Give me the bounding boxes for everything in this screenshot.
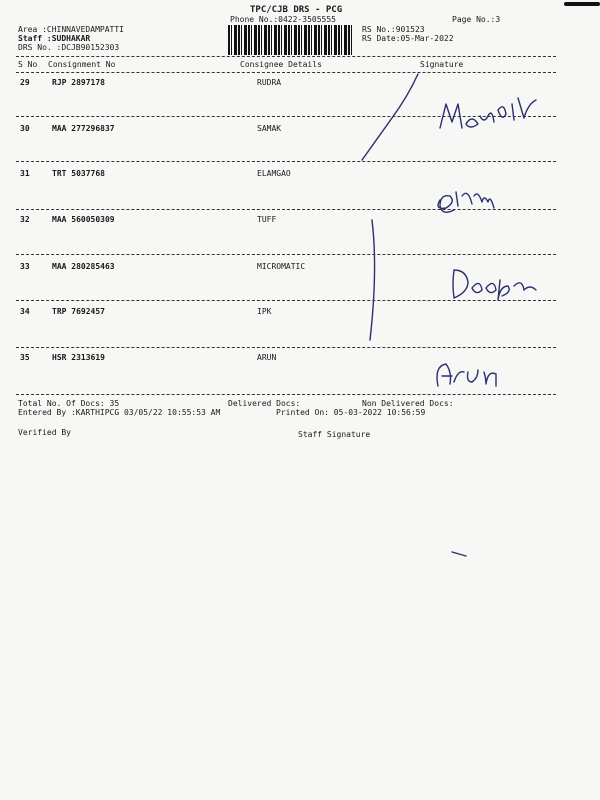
row-sno: 34 (20, 307, 30, 316)
signature-stroke (440, 104, 462, 128)
printed-on: Printed On: 05-03-2022 10:56:59 (276, 408, 426, 417)
row-consignee: ELAMGAO (257, 169, 291, 178)
signature-stroke (472, 280, 536, 300)
row-sno: 32 (20, 215, 30, 224)
row-sno: 29 (20, 78, 30, 87)
row-consignment: HSR 2313619 (52, 353, 105, 362)
non-delivered-docs: Non Delivered Docs: (362, 399, 454, 408)
row-consignment: MAA 277296837 (52, 124, 115, 133)
signature-stroke (437, 364, 452, 386)
signature-stroke (454, 370, 496, 386)
row-consignment: MAA 560050309 (52, 215, 115, 224)
area-label: Area :CHINNAVEDAMPATTI (18, 25, 124, 34)
col-sno: S No (18, 60, 38, 69)
row-consignment: TRP 7692457 (52, 307, 105, 316)
staff-signature: Staff Signature (298, 430, 371, 439)
row-sno: 31 (20, 169, 30, 178)
rs-number: RS No.:901523 (362, 25, 425, 34)
drs-number: DRS No. :DCJB90152303 (18, 43, 120, 52)
row-consignee: RUDRA (257, 78, 282, 87)
row-consignee: TUFF (257, 215, 277, 224)
row-sno: 35 (20, 353, 30, 362)
stray-mark (452, 552, 466, 556)
page-number: Page No.:3 (452, 15, 501, 24)
col-consignment: Consignment No (48, 60, 116, 69)
signature-stroke (438, 196, 454, 213)
signature-stroke (453, 270, 468, 298)
row-consignee: ARUN (257, 353, 277, 362)
col-consignee: Consignee Details (240, 60, 322, 69)
col-signature: Signature (420, 60, 464, 69)
document-title: TPC/CJB DRS - PCG (250, 5, 343, 15)
row-consignment: RJP 2897178 (52, 78, 105, 87)
row-consignee: IPK (257, 307, 272, 316)
staff-label: Staff :SUDHAKAR (18, 34, 91, 43)
row-sno: 33 (20, 262, 30, 271)
row-sno: 30 (20, 124, 30, 133)
rs-date: RS Date:05-Mar-2022 (362, 34, 454, 43)
signature-stroke (456, 192, 494, 208)
entered-by: Entered By :KARTHIPCG 03/05/22 10:55:53 AM (18, 408, 221, 417)
check-stroke (362, 74, 418, 160)
bracket-stroke (370, 220, 375, 340)
row-consignee: SAMAK (257, 124, 282, 133)
phone-number: Phone No.:0422-3505555 (230, 15, 336, 24)
total-docs: Total No. Of Docs: 35 (18, 399, 120, 408)
row-consignment: MAA 280285463 (52, 262, 115, 271)
delivered-docs: Delivered Docs: (228, 399, 301, 408)
signature-stroke (466, 98, 536, 127)
row-consignee: MICROMATIC (257, 262, 306, 271)
verified-by: Verified By (18, 428, 71, 437)
row-consignment: TRT 5037768 (52, 169, 105, 178)
